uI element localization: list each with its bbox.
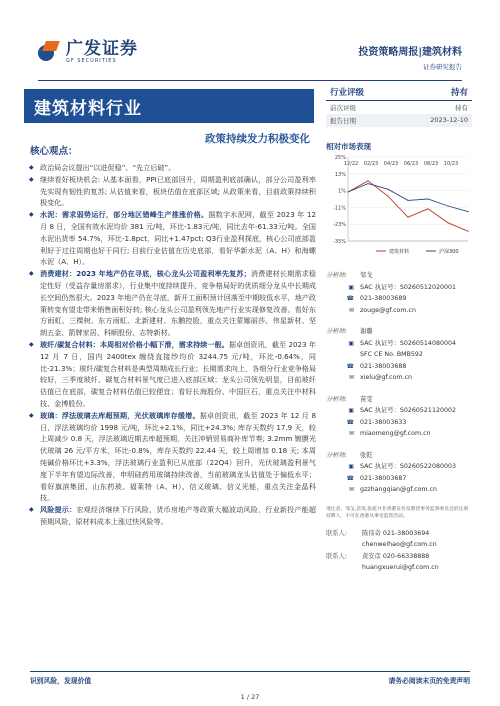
bullet-item: ◆ 政治局会议提出“以进促稳”、“先立后破”。 <box>28 162 316 174</box>
brand-logo <box>38 40 138 64</box>
rating-label: 行业评级 <box>330 88 365 98</box>
data-point <box>447 222 448 223</box>
analyst-phone: 021-38003687 <box>360 474 407 482</box>
x-tick-label: 02/23 <box>363 161 379 167</box>
analyst-name: 苗雯 <box>360 395 373 403</box>
data-point <box>467 231 468 232</box>
email-icon: ✉ <box>348 306 354 314</box>
email-icon: ✉ <box>348 374 354 381</box>
prev-rating-label: 前次评级 <box>330 104 356 112</box>
phone-icon: ☎ <box>346 295 354 302</box>
contact-list <box>326 528 472 574</box>
data-point <box>407 200 408 201</box>
y-tick-label: -11% <box>333 205 346 212</box>
analyst-label: 分析师: <box>326 272 348 279</box>
data-point <box>387 189 388 190</box>
analyst-card <box>326 326 472 384</box>
badge-icon: ▣ <box>348 283 354 291</box>
series-line <box>348 181 468 231</box>
contact-label: 联系人: <box>326 529 348 537</box>
analyst-card <box>326 270 472 316</box>
analyst-cert: SAC 执证号：S0260521120002 <box>360 407 456 414</box>
core-views-list <box>28 162 316 528</box>
footer-divider <box>30 671 470 672</box>
legend-label: 沪深300 <box>439 249 459 255</box>
y-tick-label: -23% <box>333 222 346 229</box>
bullet-item: ◆ 消费建材：2023 年地产仍在寻底，核心龙头公司盈利率先复苏；消费建材长期需求稳定性好（受益存量房需求），行业集中度持续提升，竞争格局好的优质细分龙头中长期成长空间仍然很大。2023 年地产仍在寻底，新开工面积预计回落至中期较低水平，地产政策转变有望走带来销售面积好转; 核心龙头公司盈利领先地产行业实现修复改善。看好东方雨虹、三棵树、东方雨虹、北新建材、东鹏控股，重点关注蒙娜丽莎、伟星新材、坚朗五金、箭牌家居、科顺股份、志特新材。 <box>28 268 316 339</box>
data-point <box>427 208 428 209</box>
analyst-email[interactable]: miaomeng@gf.com.cn <box>360 430 431 437</box>
x-tick-label: 12/22 <box>343 161 359 167</box>
industry-banner <box>24 89 314 123</box>
data-point <box>447 205 448 206</box>
logo-icon <box>38 41 60 63</box>
email-icon: ✉ <box>348 430 354 437</box>
data-point <box>387 196 388 197</box>
bullet-item: ◆ 风险提示：宏观经济继续下行风险，货币房地产等政策大幅波动风险，行业新投产能超预期风险，原材料成本上涨过快风险等。 <box>28 504 316 528</box>
report-date-label: 报告日期 <box>330 117 356 125</box>
email-icon: ✉ <box>348 486 354 493</box>
page-number: 1 / 27 <box>240 693 260 701</box>
header-divider <box>38 80 462 81</box>
phone-icon: ☎ <box>346 362 354 370</box>
analyst-label: 分析师: <box>326 328 348 335</box>
y-tick-label: 13% <box>334 171 346 178</box>
data-point <box>367 180 368 181</box>
y-tick-label: 25% <box>334 155 346 161</box>
report-subtype: 证券研究报告 <box>423 63 462 71</box>
contact-email[interactable]: chenweihao@gf.com.cn <box>362 541 437 548</box>
contact-value: 黄安彦 020-66338888 <box>362 552 430 560</box>
analyst-card <box>326 394 472 440</box>
data-point <box>407 217 408 218</box>
analyst-name: 谢璐 <box>360 328 373 335</box>
rating-value: 持有 <box>450 88 468 98</box>
bullet-item: ◆ 继续看好板块机会: 从基本面看，PPI已底部回升，周期盈利底部确认，部分公司盈利率先实现有韧性的复苏; 从估值来看，板块估值在底部区域; 从政策来看，目前政策持续积极变化。 <box>28 174 316 209</box>
industry-title: 建筑材料行业 <box>34 99 142 119</box>
analyst-cert: SAC 执证号：S0260514080004 <box>360 339 456 347</box>
x-tick-label: 06/23 <box>403 161 419 167</box>
contact-email[interactable]: huangxuerui@gf.com.cn <box>362 564 439 571</box>
badge-icon: ▣ <box>348 463 354 470</box>
data-point <box>347 191 348 192</box>
y-tick-label: 1% <box>338 188 346 195</box>
analyst-name: 邹戈 <box>360 272 373 279</box>
analyst-label: 分析师: <box>326 451 348 459</box>
analyst-phone: 021-38003633 <box>360 418 407 426</box>
phone-icon: ☎ <box>346 474 354 482</box>
x-tick-label: 10/23 <box>443 161 459 167</box>
chart-svg <box>326 153 472 259</box>
brand-name-cn: 广发证券 <box>66 39 138 59</box>
report-type: 投资策略周报|建筑材料 <box>358 47 462 58</box>
data-point <box>367 183 368 184</box>
y-tick-label: -35% <box>333 239 346 245</box>
bullet-item: ◆ 玻璃：浮法玻璃去库超预期，光伏玻璃库存缓增。据卓创资讯，截至 2023 年 12 月 8 日，浮法玻璃均价 1998 元/吨，环比+2.1%，同比+24.3%; 库存天数约 17.9 天，较上周减少 0.8 天，浮法玻璃近期去库超预期，关注冲销贸易商补库节奏; 3.2mm 镀膜光伏玻璃 26 元/平方米，环比-0.8%，库存天数约 22.44 天，较上周增加 0.18 天; 本周纯碱价格环比+3.3%，浮法玻璃行业盈利已从底部（22Q4）回升，光伏玻璃盈利景气度下半年有望边际改善，申明硅药用玻璃持续改善，当前玻璃龙头估值处于偏低水平；看好旗滨集团、山东药玻、福莱特（A、H）、信义玻璃、信义光能，重点关注金晶科技。 <box>28 410 316 504</box>
analyst-sfc: SFC CE No. BMB592 <box>360 351 423 358</box>
footer-slogan: 识别风险，发现价值 <box>30 677 92 685</box>
report-subtitle: 政策持续发力积极变化 <box>205 133 310 145</box>
rating-box <box>326 84 472 127</box>
analyst-email[interactable]: zouge@gf.com.cn <box>360 306 416 314</box>
analyst-cert: SAC 执证号：S0260522080003 <box>360 463 456 470</box>
brand-name-en: GF SECURITIES <box>66 58 117 64</box>
relative-performance-chart <box>326 153 472 259</box>
data-point <box>427 198 428 199</box>
analyst-phone: 021-38003688 <box>360 362 407 370</box>
core-views-title: 核心观点： <box>30 146 78 157</box>
x-tick-label: 04/23 <box>383 161 399 167</box>
analyst-phone: 021-38003689 <box>360 295 407 302</box>
analyst-label: 分析师: <box>326 395 348 403</box>
chart-title: 相对市场表现 <box>326 142 371 151</box>
contact-label: 联系人: <box>326 552 348 560</box>
prev-rating-value: 持有 <box>455 104 468 112</box>
contact-value: 陈伟奇 021-38003694 <box>362 529 430 537</box>
badge-icon: ▣ <box>348 339 354 347</box>
phone-icon: ☎ <box>346 418 354 426</box>
analyst-email[interactable]: xielu@gf.com.cn <box>360 374 413 381</box>
analyst-email[interactable]: gzzhangqian@gf.com.cn <box>360 486 437 493</box>
x-tick-label: 08/23 <box>423 161 439 167</box>
report-date-value: 2023-12-10 <box>430 116 468 124</box>
analyst-cert: SAC 执证号：S0260512020001 <box>360 283 456 291</box>
analyst-name: 张乾 <box>360 451 373 459</box>
report-header <box>0 0 500 82</box>
analyst-panel <box>326 270 472 574</box>
bullet-item: ◆ 玻纤/碳复合材料：本周相对价格小幅下滑，需求持续一般。据卓创资讯，截至 2023 年 12 月 7 日，国内 2400tex 缠绕直接纱均价 3244.75 元/吨，环比-0.64%，同比-21.3%；玻纤/碳复合材料是典型周期成长行业；长期需求向上，各细分行业竞争格局较好，三季度玻纤、碳复合材料景气度已进入底部区域；龙头公司领先明显，目前玻纤估值已在底部，碳复合材料估值已较便宜；看好长海股份、中国巨石，重点关注中材科技、金博股份。 <box>28 339 316 410</box>
analyst-disclaimer: 请注意，邹戈,苗雯,张乾并非香港证券及期货事务监察委员会的注册持牌人，不可在香港从事受监管活动。 <box>326 506 469 519</box>
legend-label: 建筑材料 <box>389 249 410 255</box>
bullet-item: ◆ 水泥：需求弱势运行，部分地区错峰生产推涨价格。据数字水泥网，截至 2023 年 12 月 8 日，全国有效水泥均价 381 元/吨，环比-1.83元/吨，同比去年-61.33元/吨。全国水泥出货率 54.7%，环比-1.8pct，同比+1.47pct; Q3行业盈利探底，核心公司底部盈利好于过往周期也好于同行; 目前行业估值在历史底部，看好华新水泥（A、H）和海螺水泥（A、H）。 <box>28 209 316 268</box>
analyst-card <box>326 450 472 496</box>
badge-icon: ▣ <box>348 407 354 414</box>
data-point <box>467 211 468 212</box>
footer-disclaimer-link[interactable]: 请务必阅读末页的免责声明 <box>388 677 470 685</box>
